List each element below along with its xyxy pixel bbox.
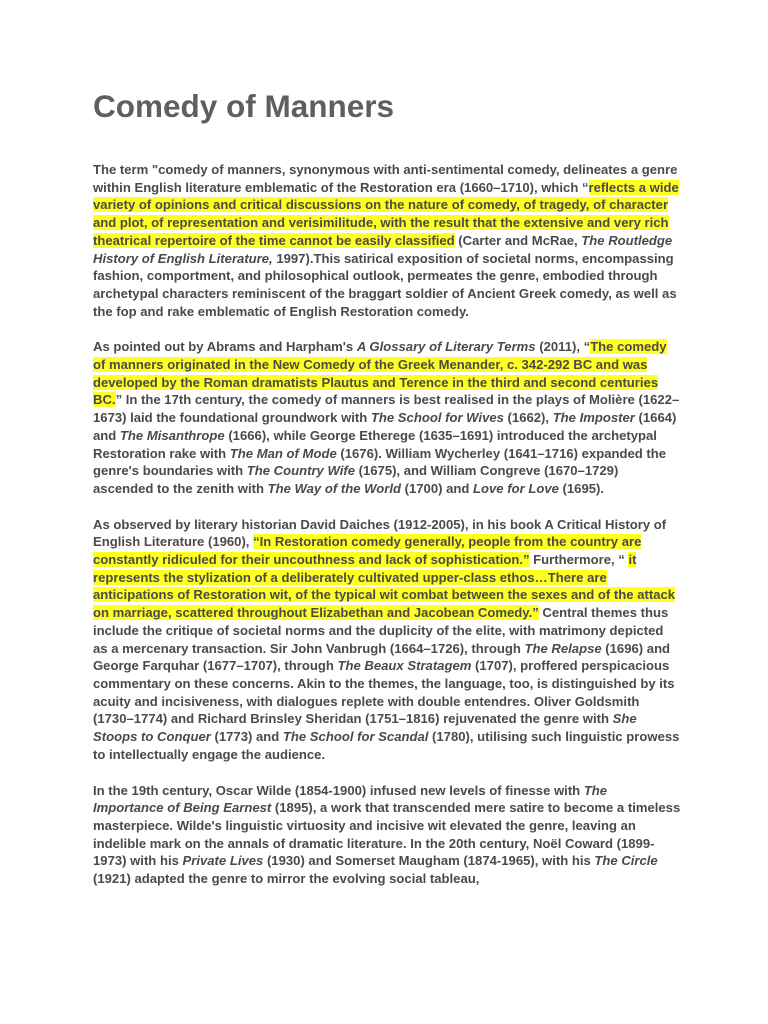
work-title: The Circle [594,853,658,869]
text-run: (1895), a work that transcended mere satire to become a timeless masterpiece. Wilde's linguistic virtuosity and incisive wit elevated the genre, leaving an indelible mark on the annals of dramatic literature. In the 20th century, Noël Coward (1899-1973) with his [93,800,681,869]
text-run: In the 19th century, Oscar Wilde (1854-1900) infused new levels of finesse with [93,782,584,798]
work-title: The Routledge History of English Literature, [93,232,673,266]
text-run: (1773) and [210,729,283,745]
work-title: The Country Wife [246,463,355,479]
work-title: The Beaux Stratagem [337,658,472,674]
paragraph [93,782,681,888]
text-run: (1707), proffered perspicacious commentary on these concerns. Akin to the themes, the language, too, is distinguished by its acuity and incisiveness, with dialogues replete with double entendres. Oliver Goldsmith (1730–1774) and Richard Brinsley Sheridan (1751–1816) rejuvenated the genre with [93,658,675,727]
work-title: She Stoops to Conquer [93,711,637,745]
paragraph [93,338,681,497]
document-body [93,161,681,888]
document-page [93,84,681,906]
text-run: (1695). [558,480,605,496]
work-title: The Importance of Being Earnest [93,782,608,816]
text-run: (2011), “ [535,339,591,355]
text-run: ” In the 17th century, the comedy of manners is best realised in the plays of Molière (1622–1673) laid the foundational groundwork with [93,392,680,426]
work-title: Private Lives [182,853,264,869]
text-run: (1700) and [400,480,474,496]
paragraph [93,516,681,764]
text-run: (1930) and Somerset Maugham (1874-1965), with his [263,853,595,869]
work-title: The Way of the World [267,480,401,496]
text-run: The term "comedy of manners, synonymous with anti-sentimental comedy, delineates a genre within English literature emblematic of the Restoration era (1660–1710), which “ [93,162,678,195]
text-run: (1675), and William Congreve (1670–1729) ascended to the zenith with [93,463,619,496]
work-title: The School for Wives [370,410,504,426]
work-title: The Man of Mode [229,445,337,461]
text-run: (1676). William Wycherley (1641–1716) expanded the genre's boundaries with [93,445,667,479]
text-run: (1662), [503,410,553,426]
work-title: A Glossary of Literary Terms [356,339,536,355]
highlighted-quote: reflects a wide variety of opinions and critical discussions on the nature of comedy, of tragedy, of character and plot, of representation and verisimilitude, with the result that the extensive and very rich theatrical repertoire of the time cannot be easily classified [93,179,679,248]
work-title: The Imposter [552,410,635,426]
work-title: Love for Love [473,480,559,496]
page-title: Comedy of Manners [93,88,395,124]
text-run: 1997).This satirical exposition of societal norms, encompassing fashion, comportment, and philosophical outlook, permeates the genre, embodied through archetypal characters reminiscent of the braggart soldier of Ancient Greek comedy, as well as the fop and rake emblematic of English Restoration comedy. [93,250,677,319]
highlighted-quote: “In Restoration comedy generally, people from the country are constantly ridiculed for their uncouthness and lack of sophistication.” [93,534,642,568]
text-run: (1780), utilising such linguistic prowess to intellectually engage the audience. [93,729,680,762]
text-run: (Carter and McRae, [454,232,582,248]
text-run: As observed by literary historian David Daiches (1912-2005), in his book A Critical History of English Literature (1960), [93,516,667,550]
work-title: The School for Scandal [282,729,429,745]
text-run: Central themes thus include the critique of societal norms and the duplicity of the elite, with matrimony depicted as a mercenary transaction. Sir John Vanbrugh (1664–1726), through [93,605,669,656]
work-title: The Misanthrope [119,427,225,443]
text-run: (1666), while George Etherege (1635–1691) introduced the archetypal Restoration rake with [93,427,657,461]
text-run: (1921) adapted the genre to mirror the evolving social tableau, [93,871,480,887]
paragraph [93,161,681,320]
work-title: The Relapse [524,640,602,656]
text-run: (1696) and George Farquhar (1677–1707), through [93,640,671,674]
text-run: Furthermore, “ [529,552,629,568]
text-run: (1664) and [93,410,677,443]
highlighted-quote: The comedy of manners originated in the New Comedy of the Greek Menander, c. 342-292 BC and was developed by the Roman dramatists Plautus and Terence in the third and second centuries BC. [93,339,667,408]
text-run: As pointed out by Abrams and Harpham's [93,339,357,355]
highlighted-quote: it represents the stylization of a deliberately cultivated upper-class ethos…There are anticipations of Restoration wit, of the typical wit combat between the sexes and of the attack on marriage, scattered throughout Elizabethan and Jacobean Comedy.” [93,552,676,621]
